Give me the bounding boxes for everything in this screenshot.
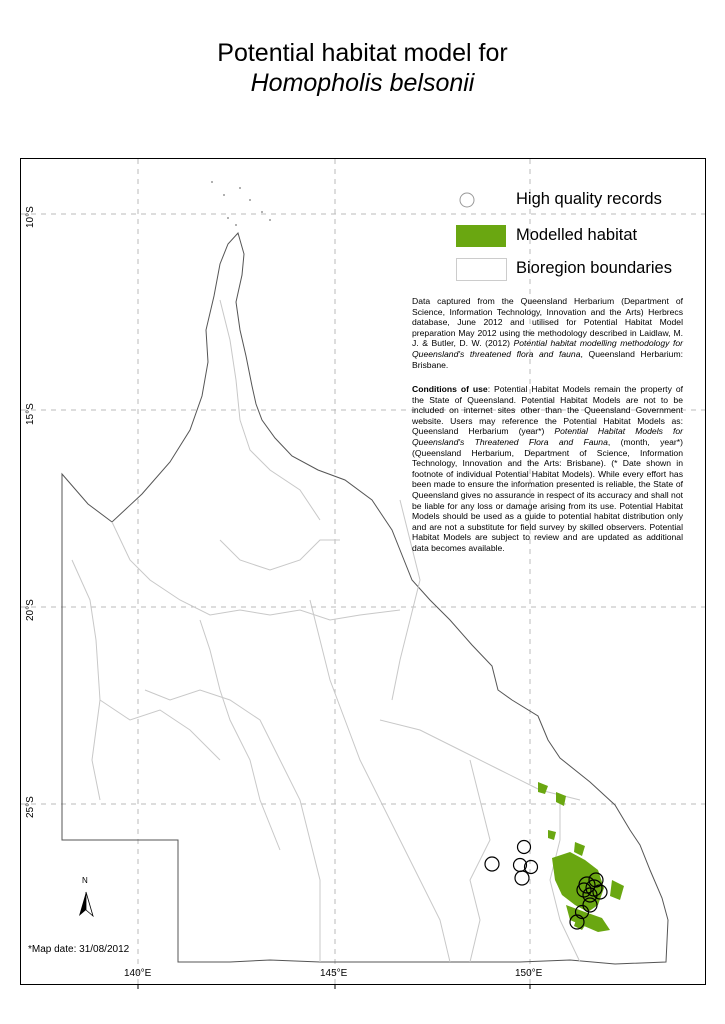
- conditions-of-use: Conditions of use: Potential Habitat Models remain the property of the State of Queensland. Potential Habitat Models are not to be included on internet sites other than the Queensland Government website. Users may reference the Potential Habitat Models as: Queensland Herbarium (year*) Potential Habitat Models for Queensland's Threatened Flora and Fauna, (month, year*) (Queensland Herbarium, Department of Science, Information Technology, Innovation and the Arts: Brisbane). (* Date shown in footnote of individual Potential Habitat Models). While every effort has been made to ensure the information presented is reliable, the State of Queensland gives no assurance in respect of its accuracy and shall not be liable for any loss or damage arising from its use. Potential Habitat Models should be used as a guide to potential habitat distribution only and are not a substitute for field survey by skilled observers. Potential Habitat Models are subject to review and are updated as additional data becomes available.: [412, 384, 683, 553]
- lon-label-145e: 145°E: [320, 968, 348, 979]
- legend-habitat-label: Modelled habitat: [516, 226, 638, 244]
- data-source-note: Data captured from the Queensland Herbarium (Department of Science, Information Technology, Innovation and the Arts) Herbrecs database, June 2012 and utilised for Potential Habitat Model preparation May 2012 using the methodology described in Laidlaw, M. J. & Butler, D. W. (2012) Potential habitat modelling methodology for Queensland's threatened flora and fauna, Queensland Herbarium: Brisbane.: [412, 296, 683, 370]
- map-frame: [21, 159, 706, 985]
- lon-label-150e: 150°E: [515, 968, 543, 979]
- title-species-name: Homopholis belsonii: [250, 69, 475, 97]
- north-arrow-icon: [79, 892, 86, 916]
- lat-label-10s: 10°S: [25, 206, 36, 228]
- conditions-heading: Conditions of use: [412, 384, 488, 394]
- legend-habitat-swatch: [456, 225, 506, 247]
- title-line-1: Potential habitat model for: [217, 39, 508, 67]
- legend-records-symbol: [460, 193, 474, 207]
- lat-label-25s: 25°S: [25, 796, 36, 818]
- legend-bioregion-swatch: [457, 259, 507, 281]
- lon-label-140e: 140°E: [124, 968, 152, 979]
- north-label: N: [82, 876, 88, 885]
- legend-records-label: High quality records: [516, 190, 662, 208]
- legend-bioregion-label: Bioregion boundaries: [516, 259, 672, 277]
- lat-label-20s: 20°S: [25, 599, 36, 621]
- lat-label-15s: 15°S: [25, 403, 36, 425]
- graticule: [21, 159, 705, 984]
- torres-strait-islands: [211, 181, 271, 226]
- map-date: *Map date: 31/08/2012: [28, 944, 130, 955]
